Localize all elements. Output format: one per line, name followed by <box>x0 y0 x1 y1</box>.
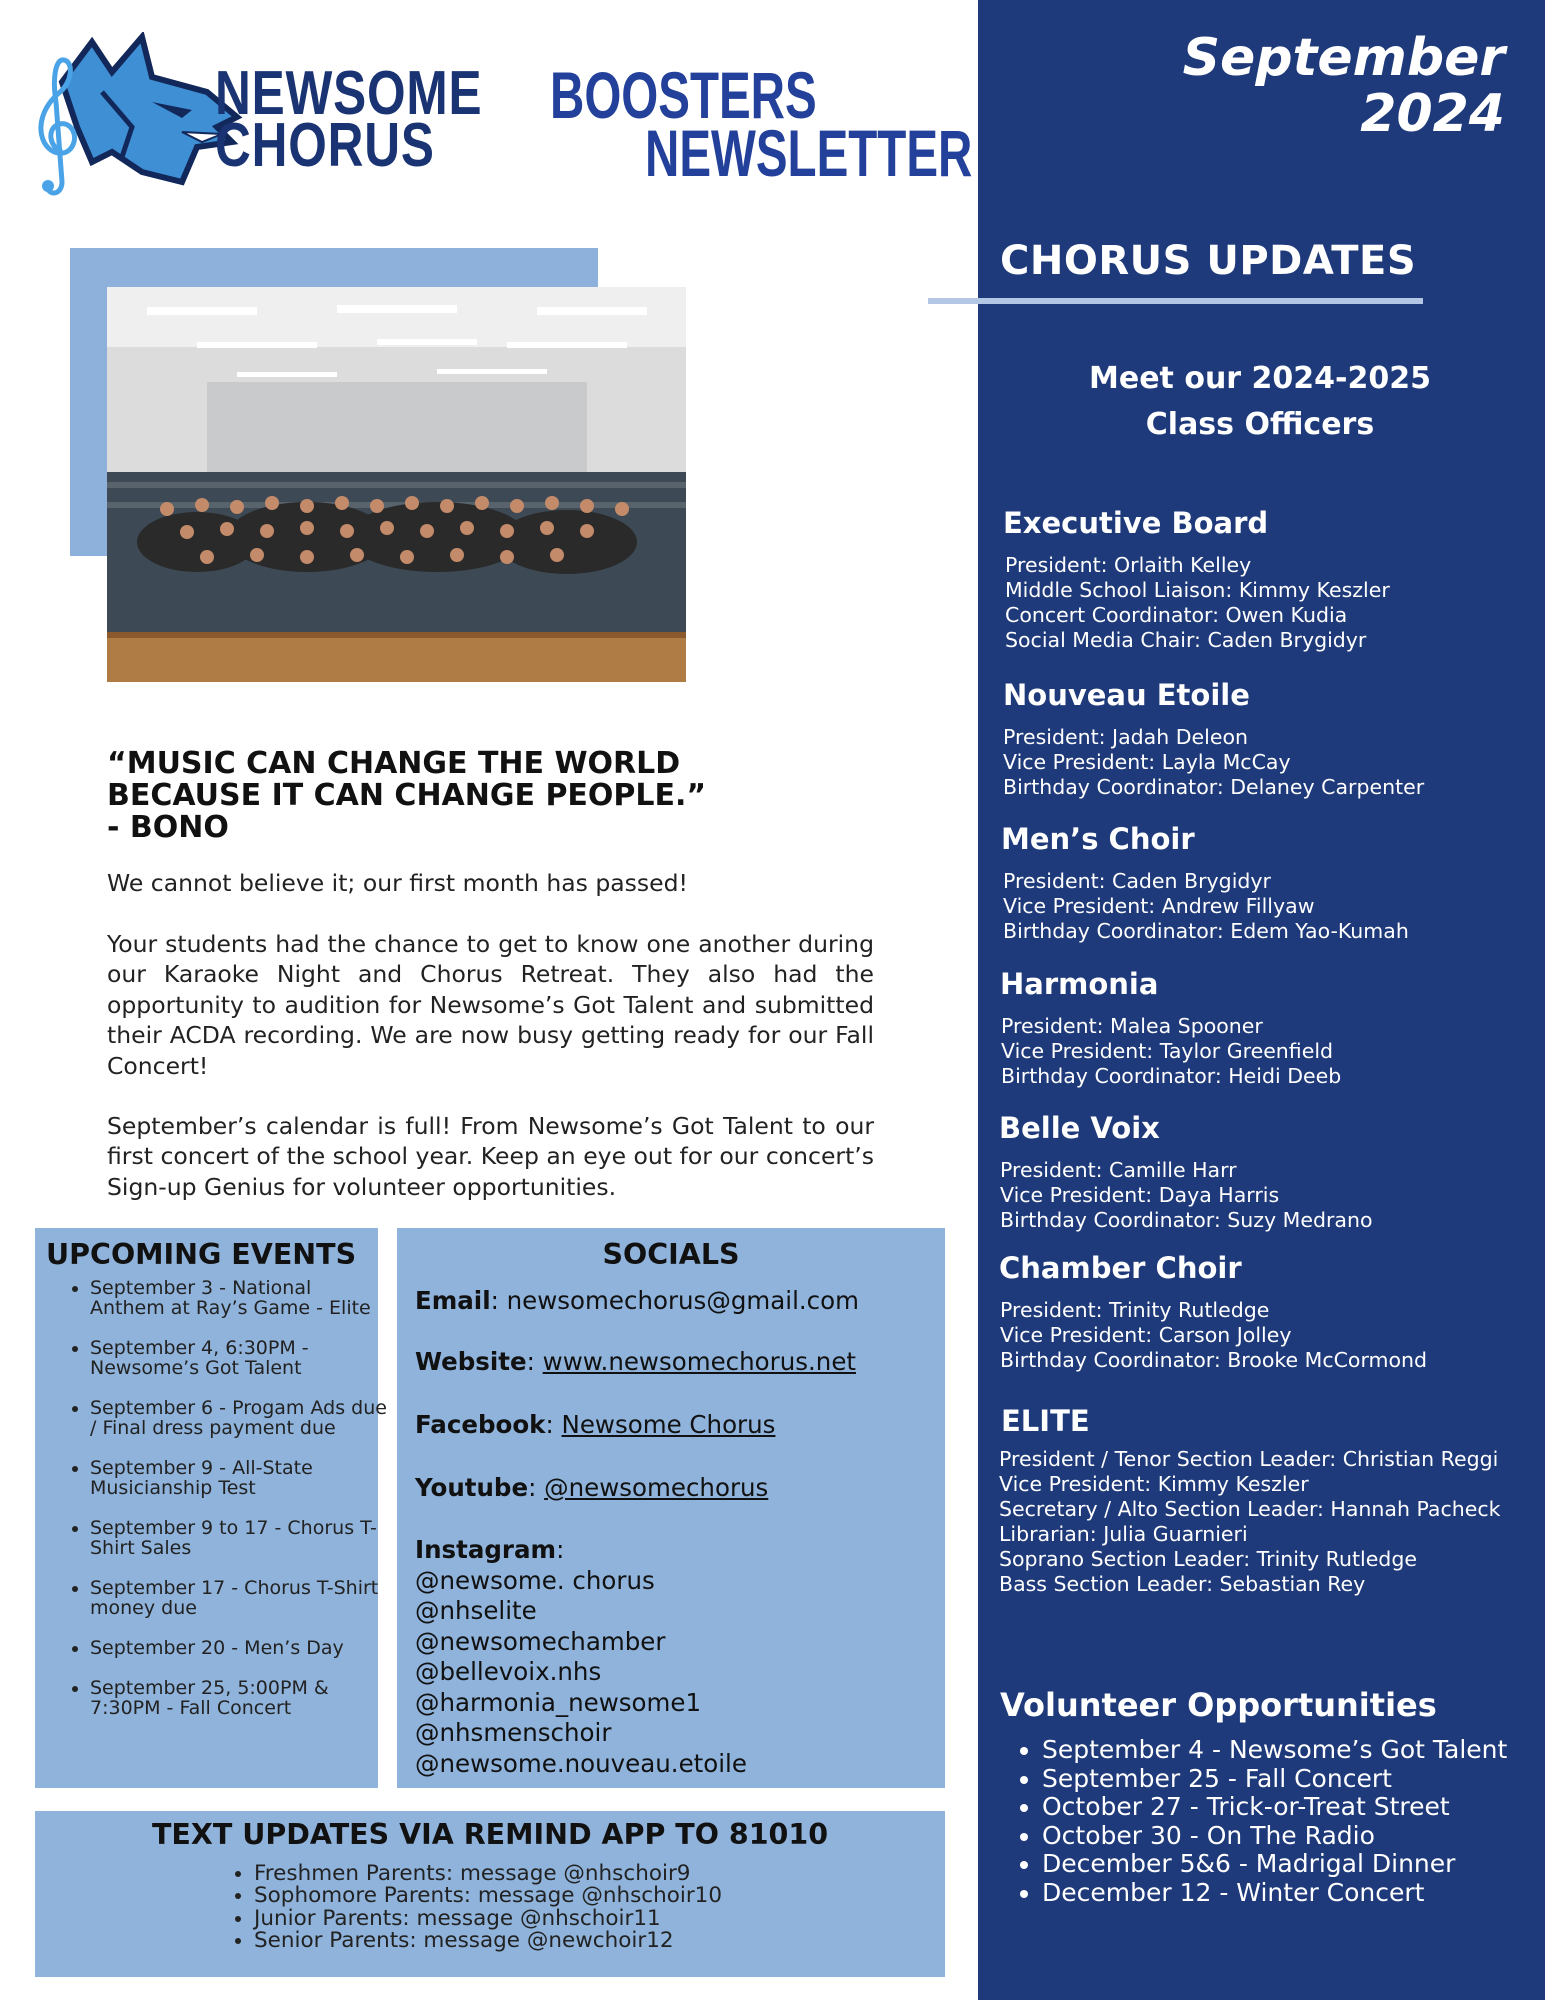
youtube-label: Youtube <box>415 1473 529 1502</box>
quote <box>107 748 727 844</box>
text-update-item: • Junior Parents: message @nhschoir11 <box>254 1908 722 1930</box>
officer-line: Birthday Coordinator: Delaney Carpenter <box>1003 775 1425 799</box>
heading-rule <box>928 298 1423 304</box>
chorus-updates-heading: CHORUS UPDATES <box>1000 238 1417 284</box>
socials-heading: SOCIALS <box>602 1238 740 1271</box>
group-officers-mens-choir <box>1003 869 1409 944</box>
month-text: September <box>1182 28 1505 88</box>
officer-line: President: Orlaith Kelley <box>1005 553 1252 577</box>
group-officers-elite <box>999 1447 1501 1597</box>
newsletter-date <box>1000 30 1505 142</box>
event-item: • September 3 - National Anthem at Ray’s Game - Elite <box>90 1278 390 1318</box>
website-row: Website: www.newsomechorus.net <box>415 1347 857 1376</box>
group-officers-chamber-choir <box>1000 1298 1427 1373</box>
wolf-head-icon <box>62 37 237 182</box>
officer-line: Secretary / Alto Section Leader: Hannah Pacheck <box>999 1497 1501 1521</box>
youtube-row: Youtube: @newsomechorus <box>415 1473 769 1502</box>
officer-line: President: Camille Harr <box>1000 1158 1237 1182</box>
group-officers-executive-board <box>1005 553 1390 653</box>
text-update-item: • Sophomore Parents: message @nhschoir10 <box>254 1885 722 1907</box>
volunteer-item: • December 5&6 - Madrigal Dinner <box>1042 1850 1507 1879</box>
logo-text-line2: CHORUS <box>215 111 435 180</box>
officer-line: Bass Section Leader: Sebastian Rey <box>999 1572 1366 1596</box>
officer-line: Social Media Chair: Caden Brygidyr <box>1005 628 1367 652</box>
instagram-handle[interactable]: @nhsmenschoir <box>415 1718 612 1747</box>
event-item: • September 20 - Men’s Day <box>90 1638 390 1658</box>
quote-line: “MUSIC CAN CHANGE THE WORLD <box>107 746 681 781</box>
officer-line: Birthday Coordinator: Brooke McCormond <box>1000 1348 1428 1372</box>
group-title-harmonia: Harmonia <box>1000 967 1159 1001</box>
officer-line: President: Jadah Deleon <box>1003 725 1248 749</box>
officers-intro-line2: Class Officers <box>1145 407 1375 442</box>
upcoming-events-heading: UPCOMING EVENTS <box>46 1238 357 1271</box>
instagram-handle[interactable]: @newsome. chorus <box>415 1565 655 1595</box>
facebook-label: Facebook <box>415 1410 546 1439</box>
instagram-label: Instagram <box>415 1535 557 1564</box>
newsletter-title-line1: BOOSTERS <box>550 58 817 132</box>
group-officers-belle-voix <box>1000 1158 1373 1233</box>
text-updates-list <box>222 1863 722 1953</box>
quote-attribution: - BONO <box>107 810 229 845</box>
officers-intro <box>1035 356 1485 448</box>
volunteer-item: • September 4 - Newsome’s Got Talent <box>1042 1736 1507 1765</box>
year-text: 2024 <box>1360 84 1505 144</box>
instagram-handle[interactable]: @newsome.nouveau.etoile <box>415 1748 747 1778</box>
officer-line: Birthday Coordinator: Suzy Medrano <box>1000 1208 1373 1232</box>
event-item: • September 17 - Chorus T-Shirt money due <box>90 1578 390 1618</box>
group-title-mens-choir: Men’s Choir <box>1001 822 1195 856</box>
upcoming-events-list <box>58 1278 390 1738</box>
officer-line: Birthday Coordinator: Heidi Deeb <box>1001 1064 1342 1088</box>
website-link[interactable]: www.newsomechorus.net <box>542 1347 857 1376</box>
instagram-handle[interactable]: @newsomechamber <box>415 1626 666 1656</box>
activities-paragraph: Your students had the chance to get to know one another during our Karaoke Night and Chorus Retreat. They also had the opportunity to audition for Newsome’s Got Talent and submitted their ACDA recording. We are now busy getting ready for our Fall Concert! <box>107 930 874 1080</box>
officer-line: Vice President: Carson Jolley <box>1000 1323 1292 1347</box>
group-photo <box>107 287 686 682</box>
calendar-paragraph: September’s calendar is full! From Newsome’s Got Talent to our first concert of the school year. Keep an eye out for our concert’s Sign-up Genius for volunteer opportunities. <box>107 1112 874 1201</box>
group-officers-harmonia <box>1001 1014 1341 1089</box>
instagram-handle[interactable]: @harmonia_newsome1 <box>415 1687 702 1717</box>
website-label: Website <box>415 1347 527 1376</box>
text-update-item: • Freshmen Parents: message @nhschoir9 <box>254 1863 722 1885</box>
text-update-item: • Senior Parents: message @newchoir12 <box>254 1930 722 1952</box>
group-title-chamber-choir: Chamber Choir <box>999 1251 1242 1285</box>
volunteer-item: • October 30 - On The Radio <box>1042 1822 1507 1851</box>
treble-clef-icon <box>41 60 75 193</box>
text-updates-heading: TEXT UPDATES VIA REMIND APP TO 81010 <box>151 1818 829 1851</box>
event-item: • September 6 - Progam Ads due / Final dress payment due <box>90 1398 390 1438</box>
email-link[interactable]: newsomechorus@gmail.com <box>506 1286 859 1315</box>
youtube-link[interactable]: @newsomechorus <box>544 1473 769 1502</box>
facebook-row: Facebook: Newsome Chorus <box>415 1410 776 1439</box>
volunteer-item: • October 27 - Trick-or-Treat Street <box>1042 1793 1507 1822</box>
officer-line: Concert Coordinator: Owen Kudia <box>1005 603 1348 627</box>
group-title-elite: ELITE <box>1001 1404 1090 1438</box>
officer-line: President: Malea Spooner <box>1001 1014 1263 1038</box>
officer-line: President: Caden Brygidyr <box>1003 869 1271 893</box>
group-officers-nouveau-etoile <box>1003 725 1424 800</box>
group-title-belle-voix: Belle Voix <box>999 1111 1160 1145</box>
instagram-row: Instagram: @newsome. chorus @nhselite @newsomechamber @bellevoix.nhs @harmonia_newsome1 @nhsmenschoir @newsome.nouveau.etoile <box>415 1535 747 1778</box>
volunteer-item: • December 12 - Winter Concert <box>1042 1879 1507 1908</box>
instagram-handle[interactable]: @bellevoix.nhs <box>415 1657 602 1686</box>
event-item: • September 9 to 17 - Chorus T-Shirt Sales <box>90 1518 390 1558</box>
officer-line: Middle School Liaison: Kimmy Keszler <box>1005 578 1390 602</box>
email-label: Email <box>415 1286 491 1315</box>
newsletter-title-line2: NEWSLETTER <box>645 116 973 190</box>
officers-intro-line1: Meet our 2024-2025 <box>1089 361 1431 396</box>
officer-line: Vice President: Daya Harris <box>1000 1183 1280 1207</box>
event-item: • September 4, 6:30PM - Newsome’s Got Talent <box>90 1338 390 1378</box>
officer-line: Vice President: Taylor Greenfield <box>1001 1039 1334 1063</box>
officer-line: Birthday Coordinator: Edem Yao-Kumah <box>1003 919 1409 943</box>
volunteer-item: • September 25 - Fall Concert <box>1042 1765 1507 1794</box>
intro-paragraph: We cannot believe it; our first month has passed! <box>107 869 688 897</box>
group-title-nouveau-etoile: Nouveau Etoile <box>1003 678 1250 712</box>
officer-line: President: Trinity Rutledge <box>1000 1298 1270 1322</box>
quote-line: BECAUSE IT CAN CHANGE PEOPLE.” <box>107 778 707 813</box>
officer-line: President / Tenor Section Leader: Christian Reggi <box>999 1447 1499 1471</box>
officer-line: Vice President: Layla McCay <box>1003 750 1291 774</box>
facebook-link[interactable]: Newsome Chorus <box>561 1410 776 1439</box>
email-row: Email: newsomechorus@gmail.com <box>415 1286 859 1315</box>
volunteer-heading: Volunteer Opportunities <box>1000 1686 1437 1724</box>
officer-line: Soprano Section Leader: Trinity Rutledge <box>999 1547 1417 1571</box>
logo-text-line1: NEWSOME <box>215 59 483 128</box>
instagram-handle[interactable]: @nhselite <box>415 1596 537 1625</box>
officer-line: Vice President: Andrew Fillyaw <box>1003 894 1315 918</box>
officer-line: Librarian: Julia Guarnieri <box>999 1522 1248 1546</box>
officer-line: Vice President: Kimmy Keszler <box>999 1472 1309 1496</box>
group-title-executive-board: Executive Board <box>1003 506 1269 540</box>
volunteer-list <box>1010 1736 1507 1908</box>
event-item: • September 25, 5:00PM & 7:30PM - Fall Concert <box>90 1678 390 1718</box>
event-item: • September 9 - All-State Musicianship Test <box>90 1458 390 1498</box>
